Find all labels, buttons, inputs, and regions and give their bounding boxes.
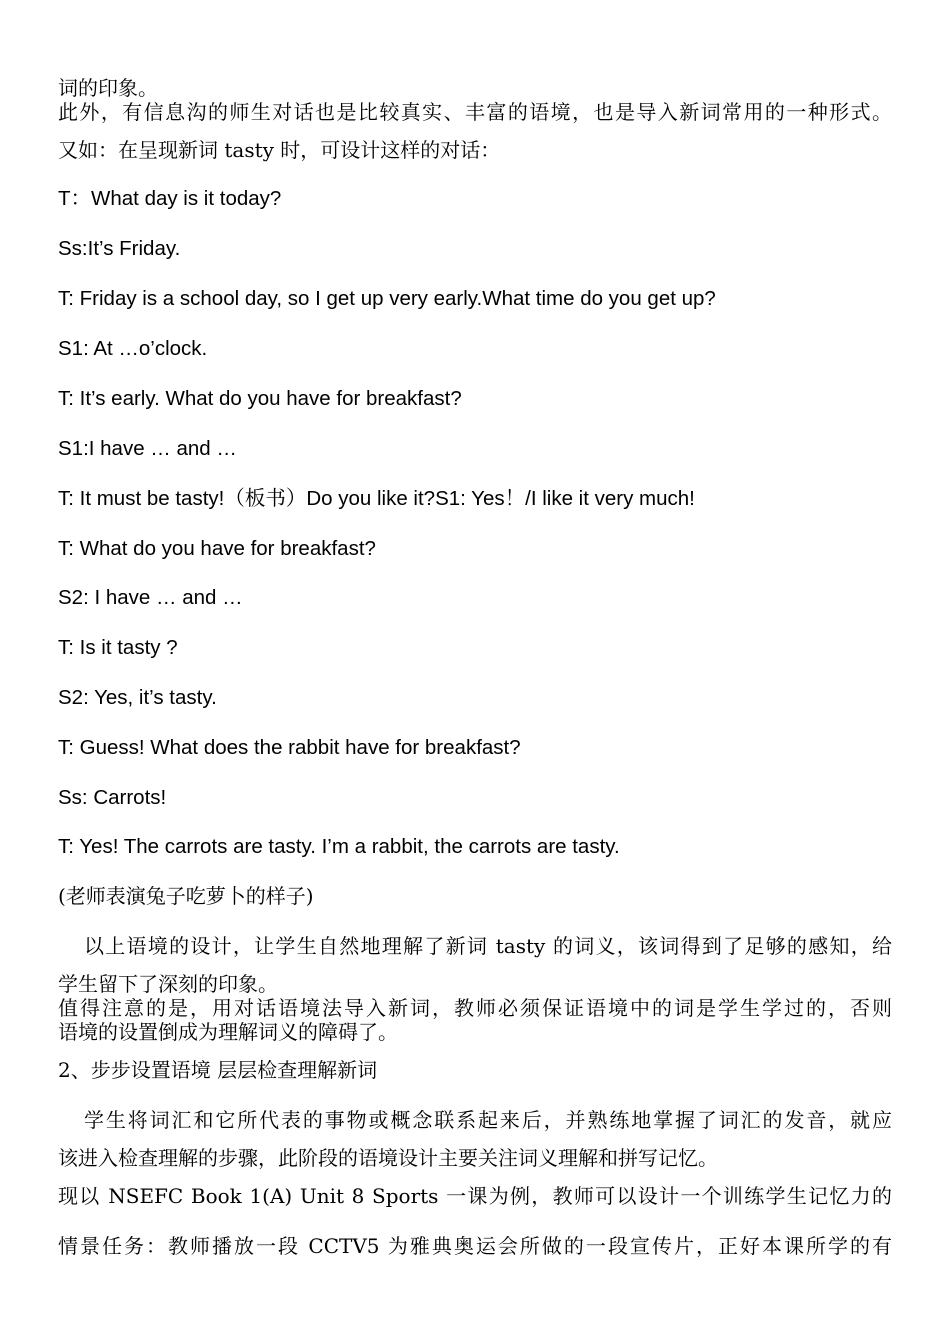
- paragraph-line: 以上语境的设计，让学生自然地理解了新词 tasty 的词义，该词得到了足够的感知，给: [84, 934, 892, 958]
- dialogue-line: Ss: Carrots!: [58, 786, 167, 809]
- paragraph-line: 学生将词汇和它所代表的事物或概念联系起来后，并熟练地掌握了词汇的发音，就应: [84, 1108, 892, 1132]
- dialogue-line: T：What day is it today?: [58, 187, 282, 210]
- dialogue-line: Ss:It’s Friday.: [58, 237, 181, 260]
- paragraph-line: 词的印象。: [58, 76, 158, 100]
- paragraph-line: 值得注意的是，用对话语境法导入新词，教师必须保证语境中的词是学生学过的，否则: [58, 996, 892, 1020]
- dialogue-line: T: What do you have for breakfast?: [58, 537, 376, 560]
- dialogue-line: S1: At …o’clock.: [58, 337, 208, 360]
- paragraph-line: 学生留下了深刻的印象。: [58, 972, 278, 996]
- paragraph-line: 情景任务：教师播放一段 CCTV5 为雅典奥运会所做的一段宣传片，正好本课所学的有: [58, 1234, 892, 1258]
- paragraph-line: 此外，有信息沟的师生对话也是比较真实、丰富的语境，也是导入新词常用的一种形式。: [58, 100, 892, 124]
- dialogue-line: T: It must be tasty!（板书）Do you like it?S1: Yes！/I like it very much!: [58, 487, 695, 510]
- paragraph-line: 语境的设置倒成为理解词义的障碍了。: [58, 1020, 398, 1044]
- stage-direction: (老师表演兔子吃萝卜的样子): [58, 884, 314, 908]
- paragraph-line: 该进入检查理解的步骤，此阶段的语境设计主要关注词义理解和拼写记忆。: [58, 1146, 718, 1170]
- dialogue-line: T: Guess! What does the rabbit have for breakfast?: [58, 736, 521, 759]
- section-heading: 2、步步设置语境 层层检查理解新词: [58, 1058, 378, 1082]
- dialogue-line: S1:I have … and …: [58, 437, 237, 460]
- dialogue-line: T: Friday is a school day, so I get up very early.What time do you get up?: [58, 287, 716, 310]
- dialogue-line: S2: I have … and …: [58, 586, 243, 609]
- paragraph-line: 现以 NSEFC Book 1(A) Unit 8 Sports 一课为例，教师可以设计一个训练学生记忆力的: [58, 1184, 892, 1208]
- dialogue-line: T: Is it tasty ?: [58, 636, 178, 659]
- dialogue-line: S2: Yes, it’s tasty.: [58, 686, 217, 709]
- paragraph-line: 又如：在呈现新词 tasty 时，可设计这样的对话：: [58, 138, 501, 162]
- dialogue-line: T: It’s early. What do you have for breakfast?: [58, 387, 462, 410]
- dialogue-line: T: Yes! The carrots are tasty. I’m a rabbit, the carrots are tasty.: [58, 835, 620, 858]
